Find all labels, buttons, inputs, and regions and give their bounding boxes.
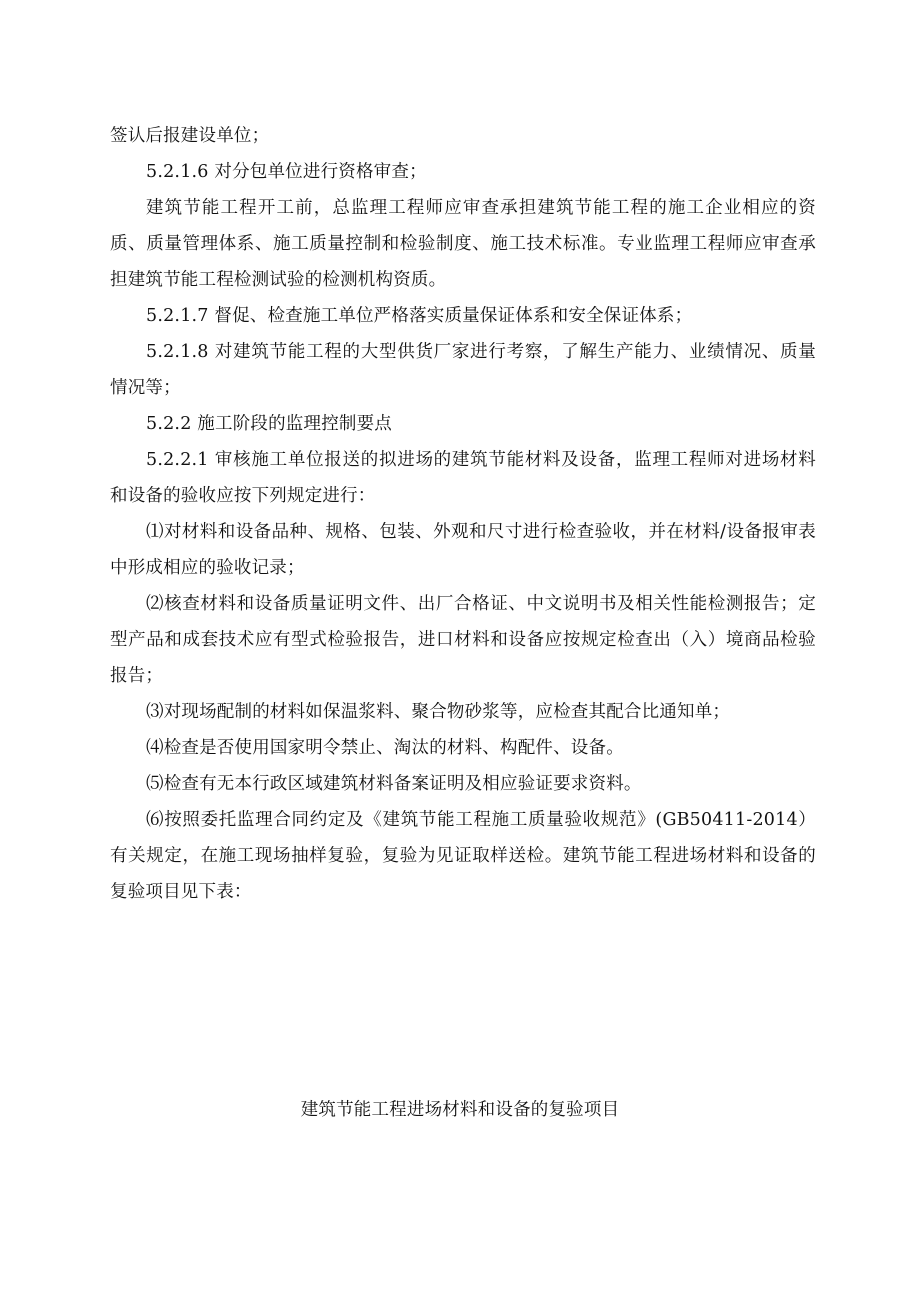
document-body	[110, 118, 816, 910]
list-item-5: ⑸检查有无本行政区域建筑材料备案证明及相应验证要求资料。	[146, 774, 642, 794]
list-item-4: ⑷检查是否使用国家明令禁止、淘汰的材料、构配件、设备。	[146, 738, 624, 758]
list-item-1: ⑴对材料和设备品种、规格、包装、外观和尺寸进行检查验收，并在材料/设备报审表中形成相应的验收记录；	[110, 522, 816, 578]
paragraph-5-2-2-1: 5.2.2.1 审核施工单位报送的拟进场的建筑节能材料及设备，监理工程师对进场材料和设备的验收应按下列规定进行：	[110, 450, 816, 506]
paragraph-5-2-1-8: 5.2.1.8 对建筑节能工程的大型供货厂家进行考察，了解生产能力、业绩情况、质量情况等；	[110, 342, 816, 398]
paragraph-5-2-1-7: 5.2.1.7 督促、检查施工单位严格落实质量保证体系和安全保证体系；	[146, 306, 693, 326]
section-heading-5-2-2: 5.2.2 施工阶段的监理控制要点	[146, 414, 392, 434]
paragraph-5-2-1-6: 5.2.1.6 对分包单位进行资格审查；	[146, 162, 427, 182]
paragraph-continuation: 签认后报建设单位；	[110, 126, 270, 146]
list-item-2: ⑵核查材料和设备质量证明文件、出厂合格证、中文说明书及相关性能检测报告；定型产品和成套技术应有型式检验报告，进口材料和设备应按规定检查出（入）境商品检验报告；	[110, 594, 816, 686]
paragraph-qualification-review: 建筑节能工程开工前，总监理工程师应审查承担建筑节能工程的施工企业相应的资质、质量管理体系、施工质量控制和检验制度、施工技术标准。专业监理工程师应审查承担建筑节能工程检测试验的检测机构资质。	[110, 198, 816, 290]
list-item-3: ⑶对现场配制的材料如保温浆料、聚合物砂浆等，应检查其配合比通知单；	[146, 702, 731, 722]
list-item-6: ⑹按照委托监理合同约定及《建筑节能工程施工质量验收规范》(GB50411-2014）有关规定，在施工现场抽样复验，复验为见证取样送检。建筑节能工程进场材料和设备的复验项目见下表：	[110, 810, 816, 902]
table-title: 建筑节能工程进场材料和设备的复验项目	[300, 1100, 620, 1120]
